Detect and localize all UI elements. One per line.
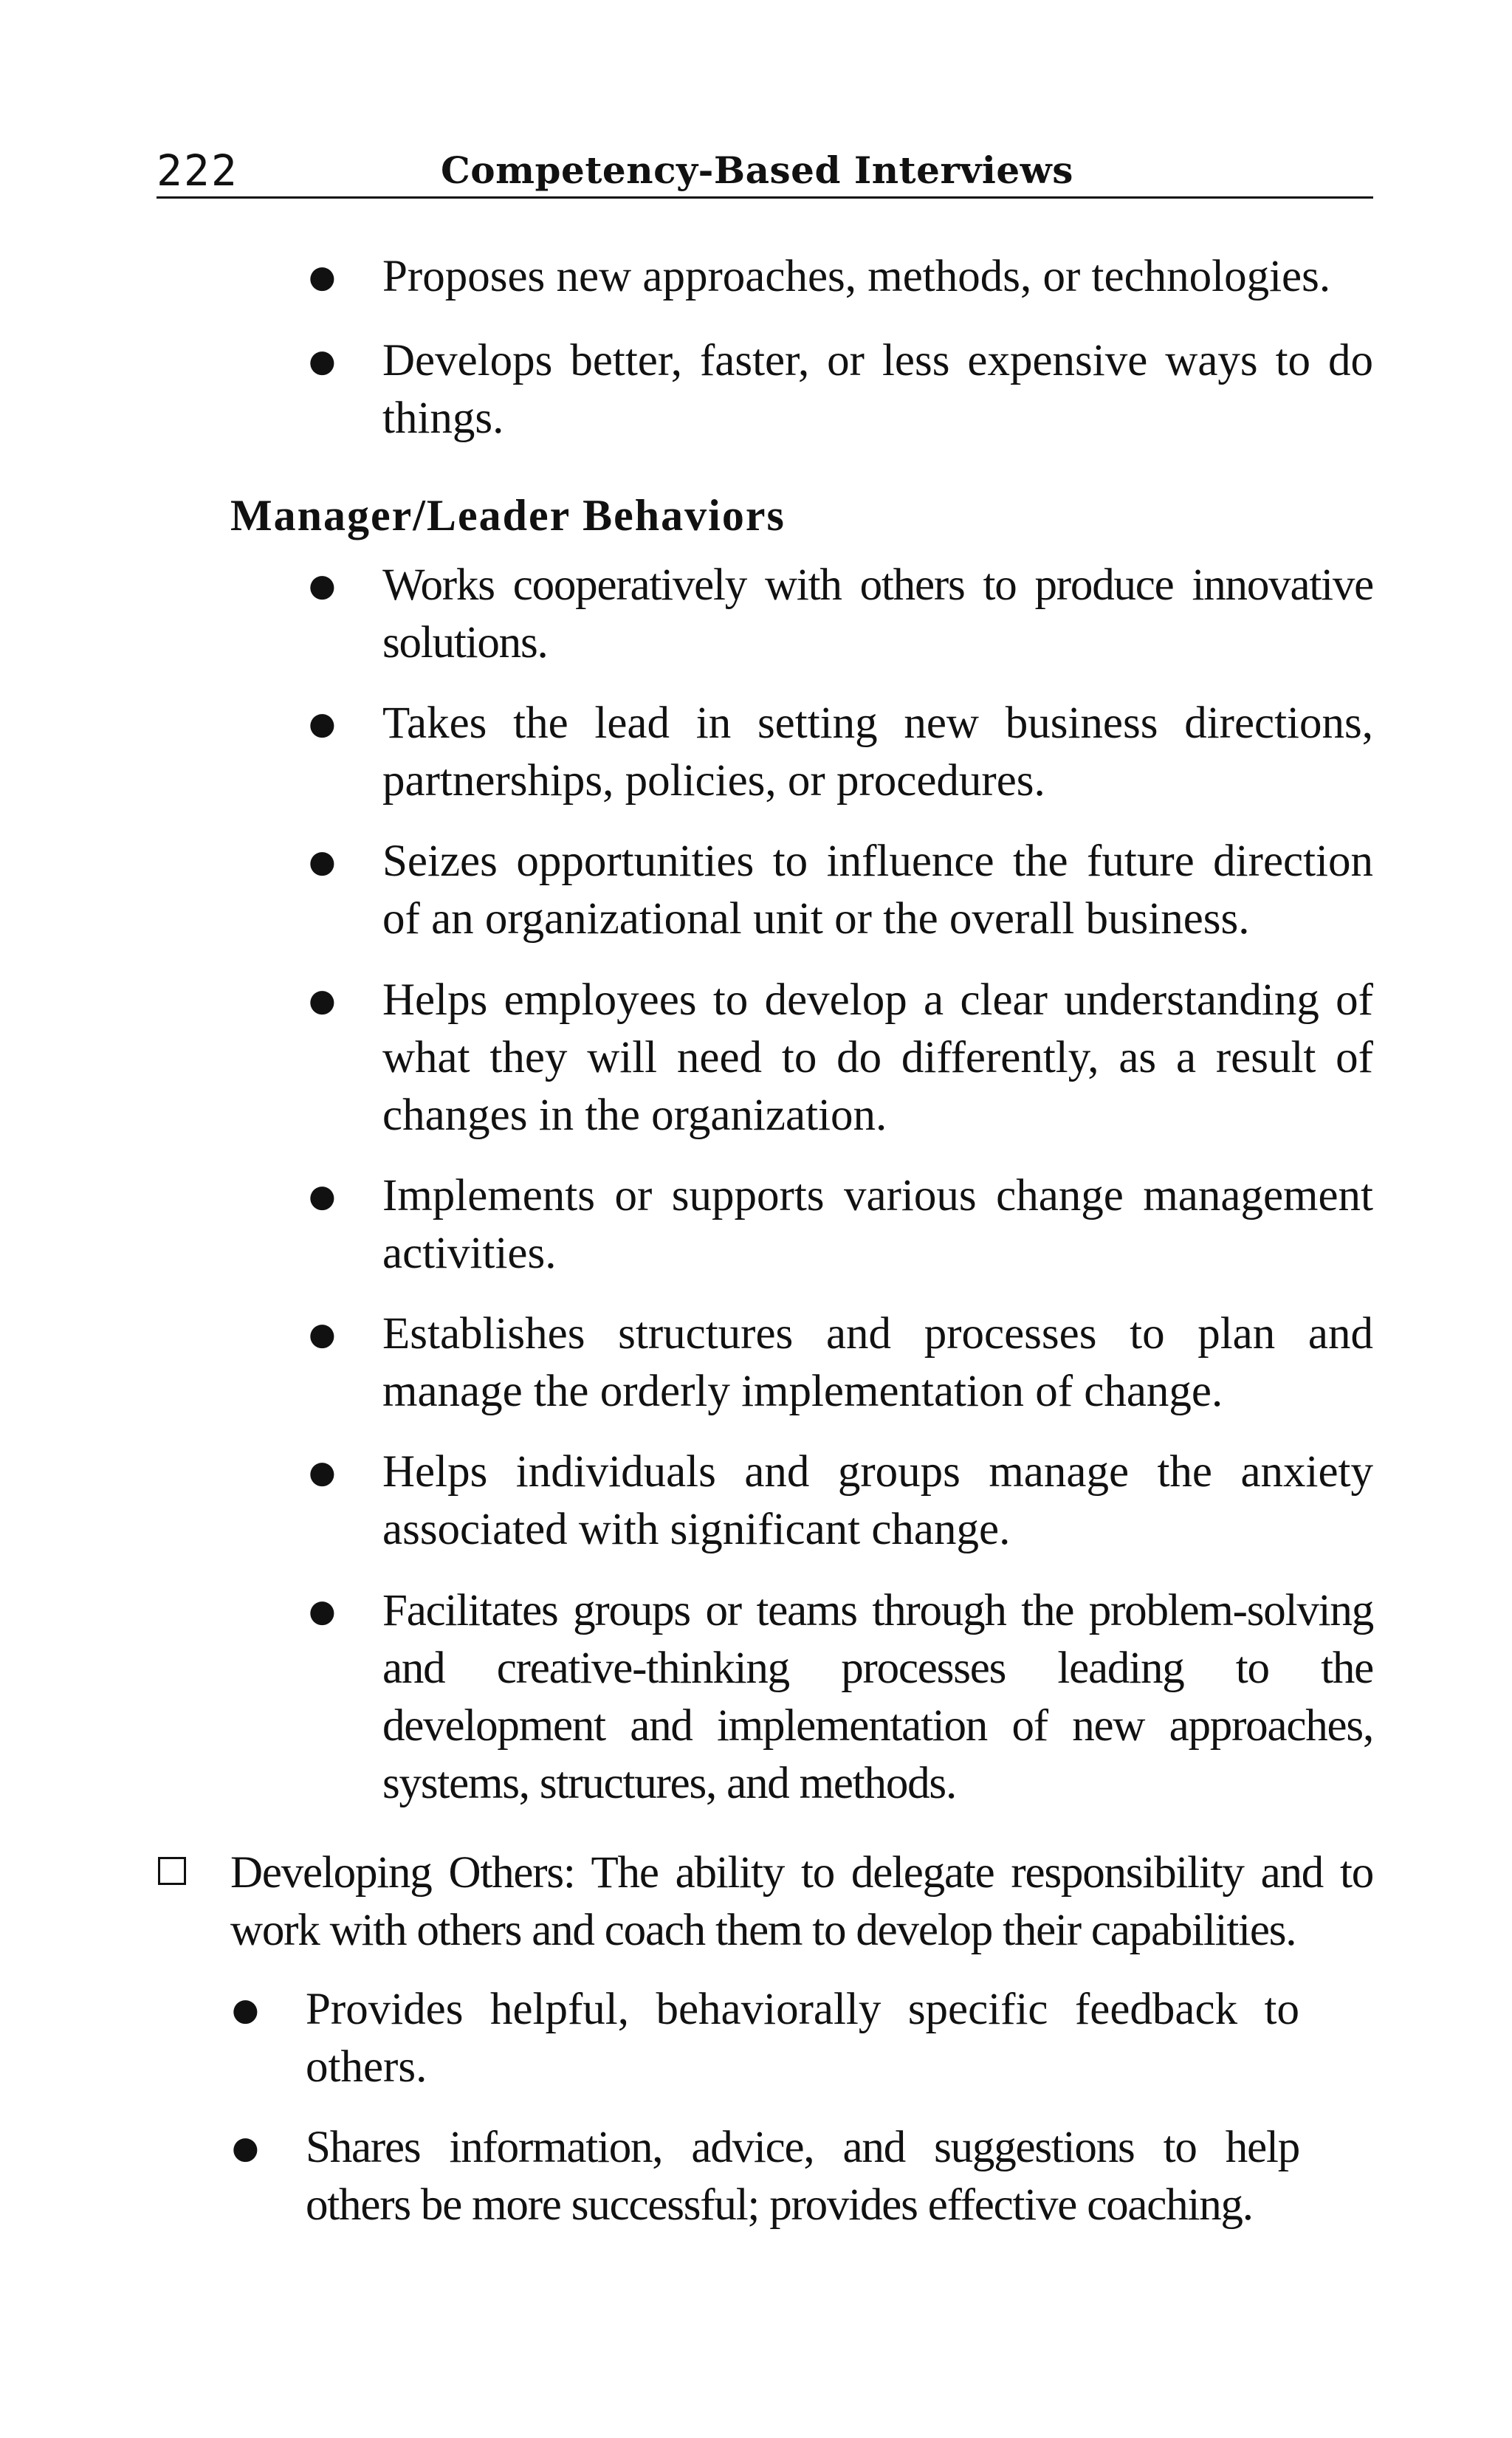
list-item-text: Shares information, advice, and suggestions to help others be more successful; provides effective coaching. [306,2123,1299,2230]
list-item-text: Helps employees to develop a clear understanding of what they will need to do differently, as a result of changes in the organization. [382,975,1373,1140]
list-item [309,1582,1373,1813]
list-item-text: Works cooperatively with others to produce innovative solutions. [382,560,1373,667]
bullet-icon: ● [309,1316,336,1352]
list-item [309,833,1373,948]
list-item-text: Seizes opportunities to influence the future direction of an organizational unit or the overall business. [382,837,1373,944]
list-item-text: Helps individuals and groups manage the anxiety associated with significant change. [382,1447,1373,1554]
list-item-text: Establishes structures and processes to plan and manage the orderly implementation of change. [382,1309,1373,1416]
bullet-icon: ● [309,1593,335,1629]
competency-checkbox[interactable] [158,1857,186,1885]
list-item [309,972,1373,1144]
bullet-icon: ● [309,343,336,379]
list-item [309,557,1373,672]
list-item-text: Facilitates groups or teams through the problem-solving and creative-thinking processes leading to the development and implementation of new approaches, systems, structures, and methods. [382,1586,1373,1808]
section-heading: Manager/Leader Behaviors [230,491,786,540]
list-item-text: Proposes new approaches, methods, or technologies. [382,252,1331,301]
list-item [309,1167,1373,1282]
bullet-icon: ● [309,567,335,603]
running-title: Competency-Based Interviews [441,148,1073,192]
bullet-icon: ● [309,705,336,741]
bullet-icon: ● [309,1178,336,1214]
bullet-icon: ● [309,258,336,295]
bullet-icon: ● [232,2129,258,2166]
page-number: 222 [157,145,238,196]
competency-definition: Developing Others: The ability to delegate responsibility and to work with others and coach them to develop their capabilities. [230,1848,1373,1955]
list-item [232,1981,1299,2096]
list-item [232,2119,1299,2234]
list-item-text: Provides helpful, behaviorally specific feedback to others. [306,1985,1299,2092]
bullet-icon: ● [232,1991,259,2027]
list-item [309,248,1373,306]
list-item-text: Takes the lead in setting new business directions, partnerships, policies, or procedures. [382,698,1373,806]
bullet-icon: ● [309,1454,336,1490]
list-item [309,1305,1373,1421]
list-item-text: Develops better, faster, or less expensive ways to do things. [382,336,1373,443]
bullet-icon: ● [309,982,336,1018]
bullet-icon: ● [309,843,336,879]
list-item-text: Implements or supports various change management activities. [382,1171,1373,1278]
list-item [309,332,1373,447]
page-header [157,145,1373,199]
list-item [309,1443,1373,1559]
list-item [309,695,1373,810]
